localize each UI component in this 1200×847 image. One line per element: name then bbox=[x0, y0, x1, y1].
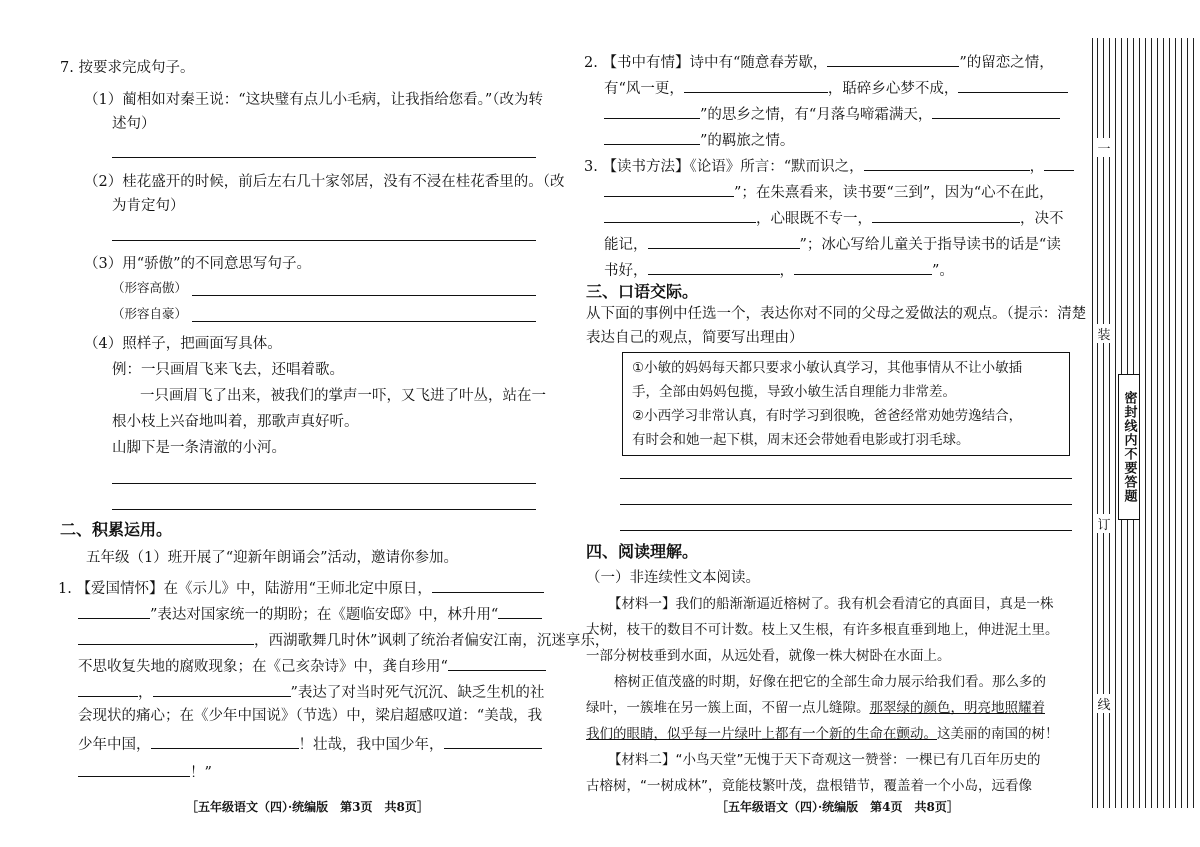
q3-blank-8[interactable] bbox=[794, 258, 932, 275]
q3-blank-6[interactable] bbox=[648, 232, 800, 249]
section4-subtitle: （一）非连续性文本阅读。 bbox=[586, 570, 760, 586]
q2-blank-4[interactable] bbox=[604, 102, 700, 119]
sec3-answer-line-2[interactable] bbox=[620, 504, 1072, 505]
binding-strip bbox=[1088, 38, 1200, 808]
q3-line4: 能记， ”；冰心写给儿童关于指导读书的话是“读 bbox=[604, 232, 1061, 255]
q1-blank-1[interactable] bbox=[432, 576, 544, 593]
q7-part4-prompt: （4）照样子，把画面写具体。 bbox=[84, 336, 282, 352]
case2-line2: 有时会和她一起下棋，周末还会带她看电影或打羽毛球。 bbox=[632, 432, 970, 448]
q7-part3-label-b: （形容自豪） bbox=[112, 306, 188, 321]
q1-line1: 1. 【爱国情怀】在《示儿》中，陆游用“王师北定中原日， bbox=[58, 576, 544, 599]
sec3-answer-line-3[interactable] bbox=[620, 530, 1072, 531]
material1-line6: 我们的眼睛，似乎每一片绿叶上都有一个新的生命在颤动。这美丽的南国的树！ bbox=[586, 726, 1059, 742]
material2-line2: 古榕树，“一树成林”，竟能枝繁叶茂，盘根错节，覆盖着一个小岛，远看像 bbox=[586, 778, 1032, 794]
q7-part3-prompt: （3）用“骄傲”的不同意思写句子。 bbox=[84, 256, 312, 272]
binding-mark-2: 装 bbox=[1096, 324, 1112, 343]
material1-line4: 榕树正值茂盛的时期，好像在把它的全部生命力展示给我们看。那么多的 bbox=[614, 674, 1046, 690]
material1-line2: 大树，枝干的数目不可计数。枝上又生根，有许多根直垂到地上，伸进泥土里。 bbox=[586, 622, 1059, 638]
q7-example-expanded-cont: 根小枝上兴奋地叫着，那歌声真好听。 bbox=[112, 414, 359, 430]
section3-intro: 从下面的事例中任选一个，表达你对不同的父母之爱做法的观点。（提示：清楚 bbox=[586, 306, 1087, 322]
q3-blank-4[interactable] bbox=[604, 206, 756, 223]
left-page-footer: ［五年级语文（四）·统编版 第3页 共8页］ bbox=[186, 800, 429, 814]
q7-part1-answer-line[interactable] bbox=[112, 157, 536, 158]
q3-line5: 书好， ， ”。 bbox=[604, 258, 954, 281]
q7-example-expanded: 一只画眉飞了出来，被我们的掌声一吓，又飞进了叶丛，站在一 bbox=[140, 388, 546, 404]
sec3-answer-line-1[interactable] bbox=[620, 478, 1072, 479]
binding-mark-1: 一 bbox=[1096, 138, 1112, 157]
section4-title: 四、阅读理解。 bbox=[586, 542, 699, 561]
binding-mark-3: 订 bbox=[1096, 514, 1112, 533]
case1-line1: ①小敏的妈妈每天都只要求小敏认真学习，其他事情从不让小敏插 bbox=[632, 360, 1023, 376]
seal-notice: 密封线内不要答题 bbox=[1118, 374, 1140, 520]
q2-line4: ”的羁旅之情。 bbox=[604, 128, 794, 151]
q3-blank-3[interactable] bbox=[604, 180, 734, 197]
underlined-sentence-part1: 那翠绿的颜色，明亮地照耀着 bbox=[869, 700, 1045, 716]
q7-task-sentence: 山脚下是一条清澈的小河。 bbox=[112, 440, 286, 456]
q1-line4: 不思收复失地的腐败现象；在《己亥杂诗》中，龚自珍用“ bbox=[78, 654, 546, 677]
q1-line5: ， ”表达了对当时死气沉沉、缺乏生机的社 bbox=[78, 680, 544, 703]
q2-blank-6[interactable] bbox=[604, 128, 700, 145]
q7-part3-label-a: （形容高傲） bbox=[112, 280, 188, 295]
q7-part2-prompt-cont: 为肯定句） bbox=[112, 198, 185, 214]
q3-blank-5[interactable] bbox=[872, 206, 1020, 223]
q1-blank-6[interactable] bbox=[78, 680, 138, 697]
section3-title: 三、口语交际。 bbox=[586, 282, 699, 301]
q1-blank-5[interactable] bbox=[448, 654, 546, 671]
q3-blank-2[interactable] bbox=[1044, 154, 1074, 171]
material1-line1: 【材料一】我们的船渐渐逼近榕树了。我有机会看清它的真面目，真是一株 bbox=[608, 596, 1054, 612]
q7-part3-answer-b[interactable] bbox=[192, 321, 536, 322]
q1-line3: ，西湖歌舞几时休”讽刺了统治者偏安江南，沉迷享乐， bbox=[78, 628, 609, 651]
q2-line1: 2. 【书中有情】诗中有“随意春芳歇， ”的留恋之情， bbox=[584, 50, 1054, 73]
q7-part3-answer-a[interactable] bbox=[192, 295, 536, 296]
section3-intro-cont: 表达自己的观点，简要写出理由） bbox=[586, 330, 804, 346]
q7-part4-answer-line-1[interactable] bbox=[112, 483, 536, 484]
underlined-sentence-part2: 我们的眼睛，似乎每一片绿叶上都有一个新的生命在颤动。 bbox=[586, 726, 937, 742]
material1-line5: 绿叶，一簇堆在另一簇上面，不留一点儿缝隙。那翠绿的颜色，明亮地照耀着 bbox=[586, 700, 1045, 716]
q1-line6: 会现状的痛心；在《少年中国说》（节选）中，梁启超感叹道：“美哉，我 bbox=[78, 708, 543, 724]
q2-blank-3[interactable] bbox=[958, 76, 1068, 93]
q1-blank-3[interactable] bbox=[498, 602, 542, 619]
q3-line3: ，心眼既不专一， ，决不 bbox=[604, 206, 1064, 229]
q2-blank-1[interactable] bbox=[827, 50, 959, 67]
q1-blank-10[interactable] bbox=[78, 760, 190, 777]
q1-blank-4[interactable] bbox=[78, 628, 254, 645]
q1-line2: ”表达对国家统一的期盼；在《题临安邸》中，林升用“ bbox=[78, 602, 542, 625]
material1-line3: 一部分树枝垂到水面，从远处看，就像一株大树卧在水面上。 bbox=[586, 648, 951, 664]
case2-line1: ②小西学习非常认真，有时学习到很晚，爸爸经常劝她劳逸结合， bbox=[632, 408, 1023, 424]
q7-example: 例：一只画眉飞来飞去，还唱着歌。 bbox=[112, 362, 344, 378]
q7-part2-prompt: （2）桂花盛开的时候，前后左右几十家邻居，没有不浸在桂花香里的。（改 bbox=[84, 174, 565, 190]
q2-blank-2[interactable] bbox=[684, 76, 828, 93]
q2-line3: ”的思乡之情，有“月落乌啼霜满天， bbox=[604, 102, 1060, 125]
q7-part4-answer-line-2[interactable] bbox=[112, 509, 536, 510]
q1-blank-9[interactable] bbox=[444, 732, 542, 749]
q7-part1-prompt: （1）蔺相如对秦王说：“这块璧有点儿小毛病，让我指给您看。”（改为转 bbox=[84, 92, 544, 108]
right-page bbox=[572, 0, 1087, 847]
q3-blank-1[interactable] bbox=[864, 154, 1030, 171]
case1-line2: 手，全部由妈妈包揽，导致小敏生活自理能力非常差。 bbox=[632, 384, 956, 400]
q1-line7: 少年中国， ！壮哉，我中国少年， bbox=[78, 732, 542, 755]
q7-part1-prompt-cont: 述句） bbox=[112, 116, 156, 132]
binding-mark-4: 线 bbox=[1096, 694, 1112, 713]
q3-line1: 3. 【读书方法】《论语》所言：“默而识之， ， bbox=[584, 154, 1074, 177]
q1-blank-8[interactable] bbox=[151, 732, 299, 749]
q1-line8: ！” bbox=[78, 760, 212, 783]
q3-line2: ”；在朱熹看来，读书要“三到”，因为“心不在此， bbox=[604, 180, 1054, 203]
right-page-footer: ［五年级语文（四）·统编版 第4页 共8页］ bbox=[716, 800, 959, 814]
q1-blank-7[interactable] bbox=[153, 680, 291, 697]
q2-blank-5[interactable] bbox=[932, 102, 1060, 119]
q7-part2-answer-line[interactable] bbox=[112, 240, 536, 241]
q3-blank-7[interactable] bbox=[648, 258, 780, 275]
section2-title: 二、积累运用。 bbox=[60, 520, 173, 539]
q2-line2: 有“风一更， ，聒碎乡心梦不成， bbox=[604, 76, 1068, 99]
q7-title: 7. 按要求完成句子。 bbox=[60, 60, 195, 76]
material2-line1: 【材料二】“小鸟天堂”无愧于天下奇观这一赞誉：一棵已有几百年历史的 bbox=[608, 752, 1041, 768]
q1-blank-2[interactable] bbox=[78, 602, 150, 619]
section2-intro: 五年级（1）班开展了“迎新年朗诵会”活动，邀请你参加。 bbox=[86, 550, 459, 566]
